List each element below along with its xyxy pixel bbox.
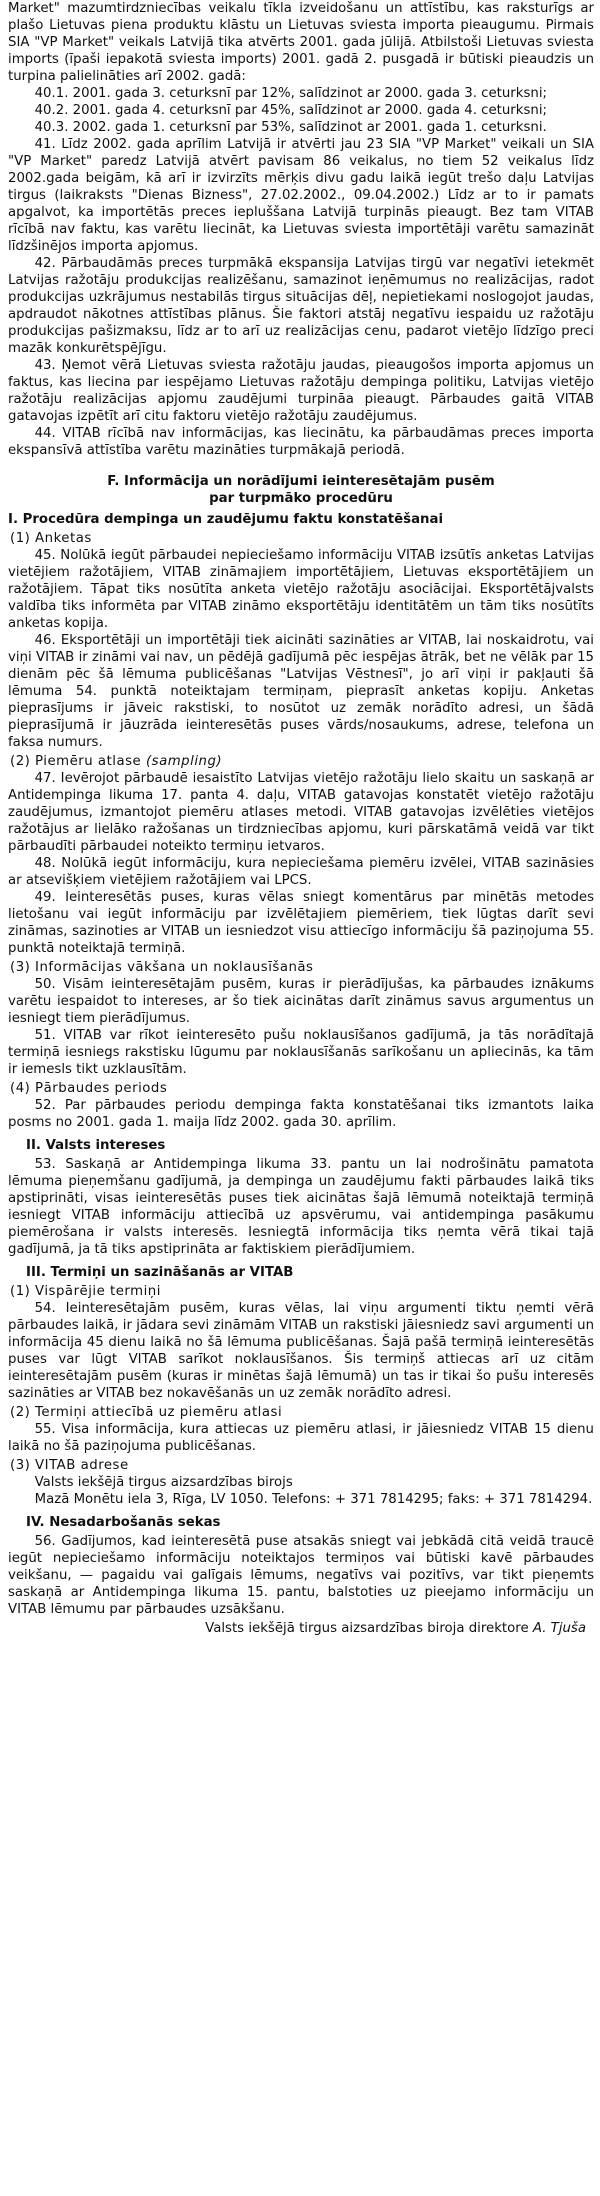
subheading-vitab-adrese: (3) VITAB adrese <box>10 1458 129 1473</box>
section-f-title-line2: par turpmāko procedūru <box>209 491 393 506</box>
signature-title: Valsts iekšējā tirgus aizsardzības biroja direktore <box>205 1621 533 1636</box>
paragraph-47: 47. Ievērojot pārbaudē iesaistīto Latvijas vietējo ražotāju lielo skaitu un saskaņā ar Antidempinga likuma 17. panta 4. daļu, VITAB gatavojas konstatēt vietējo ražotāju zaudējumus, izmantojot piemēru atlases metodi. VITAB gatavojas izvēlēties vietējos ražotājus ar lielāko ražošanas un tirdzniecības apjomu, kuri pārskatāmā veidā var tikt pārbaudīti pārbaudei noteikto termiņu ietvaros. <box>8 771 594 854</box>
paragraph-50: 50. Visām ieinteresētajām pusēm, kuras ir pierādījušas, ka pārbaudes iznākums varētu iespaidot to intereses, ar šo tiek aicinātas darīt zināmus savus argumentus un iesniegt tiem pierādījumus. <box>8 977 594 1026</box>
paragraph-42: 42. Pārbaudāmās preces turpmākā ekspansija Latvijas tirgū var negatīvi ietekmēt Latvijas ražotāju produkcijas realizēšanu, samazinot ieņēmumus no realizācijas, radot produkcijas uzkrājumus nestabilās tirgus situācijas dēļ, nepietiekami noslogojot jaudas, apdraudot nākotnes attīstības plānus. Šie faktori atstāj negatīvu iespaidu uz ražotāju produkcijas pašizmaksu, līdz ar to arī uz realizācijas cenu, padarot vietējo līdzīgo preci mazāk konkurētspējīgu. <box>8 256 594 356</box>
paragraph-51: 51. VITAB var rīkot ieinteresēto pušu noklausīšanos gadījumā, ja tās norādītajā termiņā iesniegs rakstisku lūgumu par noklausīšanās sarīkošanu un apliecinās, ka tām ir iemesls tikt uzklausītām. <box>8 1028 594 1077</box>
subheading-piemeru-atlase <box>8 753 594 770</box>
part-4-heading: IV. Nesadarbošanās sekas <box>26 1515 221 1530</box>
subheading-termini-piemeru-atlasi: (2) Termiņi attiecībā uz piemēru atlasi <box>10 1405 283 1420</box>
section-f-title <box>8 473 594 507</box>
paragraph-56: 56. Gadījumos, kad ieinteresētā puse atsakās sniegt vai jebkādā citā veidā traucē iegūt nepieciešamo informāciju noteiktajos termiņos vai būtiski kavē pārbaudes veikšanu, — pagaidu vai galīgais lēmums, negatīvs vai pozitīvs, var tikt pieņemts saskaņā ar Antidempinga likuma 15. pantu, balstoties uz pieejamo informāciju un VITAB lēmumu par pārbaudes uzsākšanu. <box>8 1534 594 1617</box>
paragraph-54: 54. Ieinteresētajām pusēm, kuras vēlas, lai viņu argumenti tiktu ņemti vērā pārbaudes laikā, ir jādara sevi zināmām VITAB un rakstiski jāiesniedz savi argumenti un informācija 45 dienu laikā no šā lēmuma publicēšanas. Šajā pašā termiņā ieinteresētās puses var lūgt VITAB sarīkot noklausīšanos. Šis termiņš attiecas arī uz citām ieinteresētajām pusēm (kuras ir minētas šajā lēmumā) un tas ir tikai šo pušu interesēs sazināties ar VITAB bez nokavēšanās un uz zemāk norādīto adresi. <box>8 1301 594 1401</box>
subheading-visparejie-termini: (1) Vispārējie termiņi <box>10 1284 161 1299</box>
section-f-title-line1: F. Informācija un norādījumi ieinteresētajām pusēm <box>107 474 495 489</box>
signature-line <box>8 1620 594 1637</box>
subheading-informacijas-vaksana: (3) Informācijas vākšana un noklausīšanās <box>10 960 314 975</box>
part-1-heading: I. Procedūra dempinga un zaudējumu faktu konstatēšanai <box>8 512 444 527</box>
address-street-phone-fax: Mazā Monētu iela 3, Rīga, LV 1050. Telefons: + 371 7814295; faks: + 371 7814294. <box>34 1492 593 1507</box>
paragraph-44: 44. VITAB rīcībā nav informācijas, kas liecinātu, ka pārbaudāmas preces importa ekspansīvā attīstība varētu mazināties turpmākajā periodā. <box>8 426 594 458</box>
paragraph-49: 49. Ieinteresētās puses, kuras vēlas sniegt komentārus par minētās metodes lietošanu vai iegūt informāciju par izvēlētajiem piemēriem, tiek lūgtas darīt sevi zināmas, sazinoties ar VITAB un iesniedzot visu attiecīgo informāciju šā paziņojuma 55. punktā noteiktajā termiņā. <box>8 890 594 956</box>
paragraph-52: 52. Par pārbaudes periodu dempinga fakta konstatēšanai tiks izmantots laika posms no 2001. gada 1. maija līdz 2002. gada 30. aprīlim. <box>8 1098 594 1130</box>
part-3-heading: III. Termiņi un sazināšanās ar VITAB <box>26 1265 294 1280</box>
paragraph-40-3: 40.3. 2002. gada 1. ceturksnī par 53%, salīdzinot ar 2001. gada 1. ceturksni. <box>34 120 547 135</box>
paragraph-48: 48. Nolūkā iegūt informāciju, kura nepieciešama piemēru izvēlei, VITAB sazināsies ar atsevišķiem vietējiem ražotājiem vai LPCS. <box>8 856 594 888</box>
signature-name: A. Tjuša <box>532 1621 586 1636</box>
subheading-sampling-text: (sampling) <box>145 754 223 769</box>
paragraph-40-2: 40.2. 2001. gada 4. ceturksnī par 45%, salīdzinot ar 2000. gada 4. ceturksni; <box>34 103 547 118</box>
address-office-name: Valsts iekšējā tirgus aizsardzības birojs <box>34 1475 293 1490</box>
paragraph-43: 43. Ņemot vērā Lietuvas sviesta ražotāju jaudas, pieaugošos importa apjomus un faktus, kas liecina par iespējamo Lietuvas ražotāju dempinga politiku, Latvijas vietējo ražotāju realizācijas apjomu zaudējumi turpināa pieaugt. Pārbaudes gaitā VITAB gatavojas izpētīt arī citu faktoru vietējo ražotāju zaudējumus. <box>8 358 594 424</box>
part-2-heading: II. Valsts intereses <box>26 1138 166 1153</box>
subheading-piemeru-atlase-text: (2) Piemēru atlase <box>10 754 146 769</box>
subheading-parbaudes-periods: (4) Pārbaudes periods <box>10 1081 168 1096</box>
paragraph-53: 53. Saskaņā ar Antidempinga likuma 33. pantu un lai nodrošinātu pamatota lēmuma pieņemšanu gadījumā, ja dempinga un zaudējumu fakti pārbaudes laikā tiks apstiprināti, visas ieinteresētās puses tiek aicinātas šajā lēmumā noteiktajā termiņā iesniegt VITAB informāciju attiecībā uz apsvērumu, vai antidempinga pasākumu piemērošana ir valsts interesēs. Iesniegtā informācija tiks ņemta vērā tikai tajā gadījumā, ja tā tiks apstiprināta ar faktiskiem pierādījumiem. <box>8 1157 594 1257</box>
paragraph-46: 46. Eksportētāji un importētāji tiek aicināti sazināties ar VITAB, lai noskaidrotu, vai viņi VITAB ir zināmi vai nav, un pēdējā gadījumā pēc iespējas ātrāk, bet ne vēlāk par 15 dienām pēc šā lēmuma publicēšanas "Latvijas Vēstnesī", jo arī viņi ir pakļauti šā lēmuma 54. punktā noteiktajam termiņam, pieprasīt anketas kopiju. Anketas pieprasījums ir jāveic rakstiski, to nosūtot uz zemāk norādīto adresi, un šādā pieprasījumā ir jāuzrāda ieinteresētās puses vārds/nosaukums, adrese, telefona un faksa numurs. <box>8 633 594 750</box>
paragraph-45: 45. Nolūkā iegūt pārbaudei nepieciešamo informāciju VITAB izsūtīs anketas Latvijas vietējiem ražotājiem, VITAB zināmajiem importētājiem, Lietuvas eksportētājiem un ražotājiem. Tāpat tiks nosūtīta anketa vietējo ražotāju asociācijai. Eksportētājvalsts valdība tiks informēta par VITAB zināmo eksportētāju identitātēm un tām tiks nosūtīts anketas kopija. <box>8 548 594 631</box>
paragraph-39-continuation: Market" mazumtirdzniecības veikalu tīkla izveidošanu un attīstību, kas raksturīgs ar plašo Lietuvas piena produktu klāstu un Lietuvas sviesta importa pieaugumu. Pirmais SIA "VP Market" veikals Latvijā tika atvērts 2001. gada jūlijā. Atbilstoši Lietuvas sviesta imports (īpaši iepakotā sviesta imports) 2001. gadā 2. pusgadā ir būtiski pieaudzis un turpina palielināties arī 2002. gadā: <box>8 1 594 84</box>
subheading-anketas: (1) Anketas <box>10 531 92 546</box>
paragraph-40-1: 40.1. 2001. gada 3. ceturksnī par 12%, salīdzinot ar 2000. gada 3. ceturksni; <box>34 86 547 101</box>
paragraph-55: 55. Visa informācija, kura attiecas uz piemēru atlasi, ir jāiesniedz VITAB 15 dienu laikā no šā paziņojuma publicēšanas. <box>8 1422 594 1454</box>
paragraph-41: 41. Līdz 2002. gada aprīlim Latvijā ir atvērti jau 23 SIA "VP Market" veikali un SIA "VP Market" paredz Latvijā atvērt pavisam 86 veikalus, no tiem 52 veikalus līdz 2002.gada beigām, kā arī ir izvirzīts mērķis divu gadu laikā iegūt trešo daļu Latvijas tirgus (laikraksts "Dienas Bizness", 27.02.2002., 09.04.2002.) Līdz ar to ir pamats apgalvot, ka importētās preces iepluššana Latvijā turpinās pieaugt. Bez tam VITAB rīcībā nav faktu, kas varētu liecināt, ka Lietuvas sviesta importētāji varētu samazināt līdzšinējos importa apjomus. <box>8 137 594 254</box>
